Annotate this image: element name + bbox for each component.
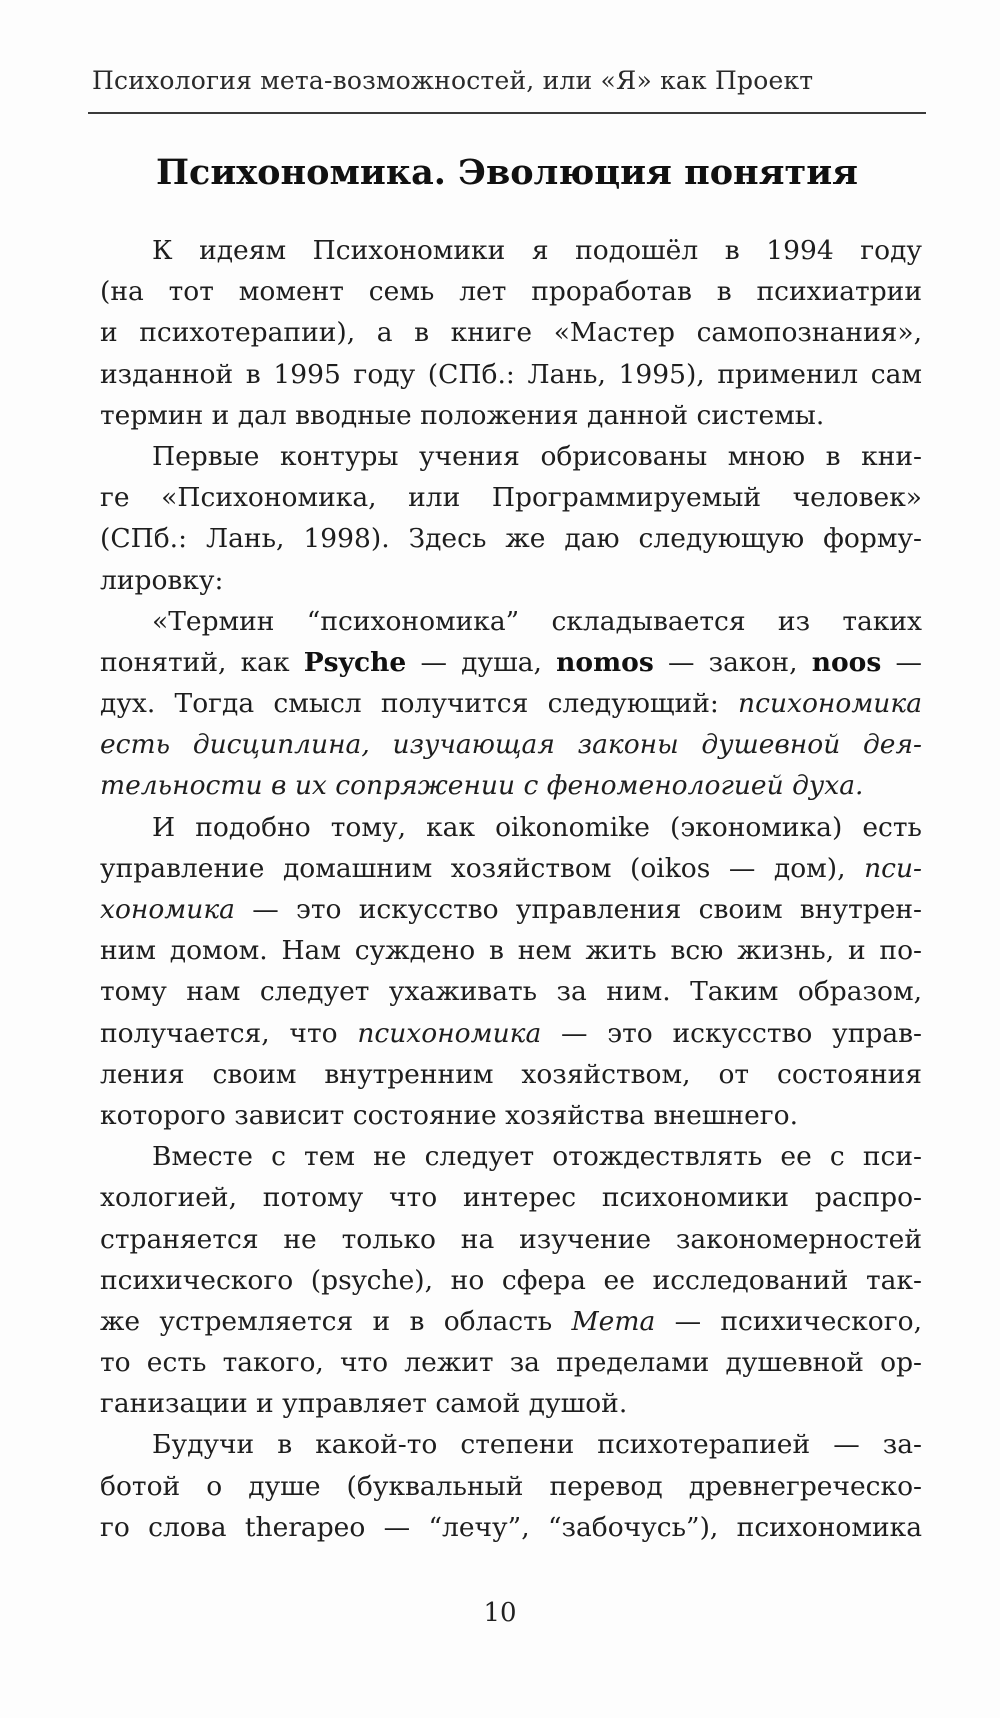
italic-run: психономика bbox=[357, 1017, 542, 1049]
text-line: психического (psyche), но сфера ее исследований так- bbox=[100, 1264, 922, 1296]
text-line: го слова therapeo — “лечу”, “забочусь”), психономика bbox=[100, 1511, 922, 1543]
text-run: получается, что bbox=[100, 1017, 358, 1049]
italic-run: есть дисциплина, изучающая законы душевной дея- bbox=[100, 729, 922, 761]
text-line: хологией, потому что интерес психономики распро- bbox=[100, 1182, 922, 1214]
text-line: (СПб.: Лань, 1998). Здесь же даю следующую форму- bbox=[100, 523, 922, 555]
text-line bbox=[100, 848, 922, 889]
text-line: страняется не только на изучение закономерностей bbox=[100, 1223, 922, 1255]
italic-run: хономика bbox=[100, 894, 235, 925]
text-line: Первые контуры учения обрисованы мною в кни- bbox=[152, 440, 922, 472]
text-line: ботой о душе (буквальный перевод древнегреческо- bbox=[100, 1470, 922, 1502]
page-number: 10 bbox=[483, 1598, 517, 1628]
text-line: тому нам следует ухаживать за ним. Таким образом, bbox=[100, 976, 922, 1008]
italic-run: тельности в их сопряжении с феноменологией духа. bbox=[100, 770, 864, 802]
text-line: ге «Психономика, или Программируемый человек» bbox=[100, 482, 922, 514]
text-run: — это искусство управ- bbox=[541, 1017, 922, 1049]
text-line: «Термин “психономика” складывается из таких bbox=[152, 605, 922, 637]
text-line: ганизации и управляет самой душой. bbox=[100, 1388, 628, 1420]
text-line: лировку: bbox=[100, 564, 224, 596]
text-line: ления своим внутренним хозяйством, от состояния bbox=[100, 1058, 922, 1090]
text-line: Будучи в какой-то степени психотерапией — за- bbox=[152, 1429, 922, 1461]
text-line: И подобно тому, как oikonomike (экономика) есть bbox=[152, 811, 922, 843]
text-line bbox=[100, 642, 922, 683]
text-line: термин и дал вводные положения данной системы. bbox=[100, 399, 825, 431]
text-line: ним домом. Нам суждено в нем жить всю жизнь, и по- bbox=[100, 935, 922, 967]
text-line: (на тот момент семь лет проработав в психиатрии bbox=[100, 276, 922, 308]
running-header: Психология мета-возможностей, или «Я» как Проект bbox=[92, 66, 814, 95]
text-run: управление домашним хозяйством (oikos — дом), bbox=[100, 852, 865, 884]
text-run: же устремляется и в область bbox=[100, 1305, 572, 1337]
text-line: К идеям Психономики я подошёл в 1994 году bbox=[152, 235, 922, 266]
text-run: — душа, bbox=[406, 646, 557, 678]
body-text bbox=[100, 230, 922, 1548]
italic-run: пси- bbox=[864, 852, 922, 884]
text-line bbox=[100, 889, 922, 930]
text-line: которого зависит состояние хозяйства внешнего. bbox=[100, 1099, 799, 1131]
text-run: дух. Тогда смысл получится следующий: bbox=[100, 688, 739, 720]
italic-run: Мета bbox=[571, 1305, 656, 1337]
term-psyche: Psyche bbox=[303, 646, 407, 678]
text-run: понятий, как bbox=[100, 646, 304, 678]
chapter-title: Психономика. Эволюция понятия bbox=[155, 152, 859, 193]
italic-run: психономика bbox=[738, 688, 922, 720]
text-line: и психотерапии), а в книге «Мастер самопознания», bbox=[100, 317, 922, 349]
text-line bbox=[100, 724, 922, 765]
text-line: Вместе с тем не следует отождествлять ее с пси- bbox=[152, 1141, 922, 1173]
text-line bbox=[100, 1013, 922, 1054]
text-line bbox=[100, 765, 922, 806]
text-run: — закон, bbox=[653, 646, 812, 678]
text-line bbox=[100, 1301, 922, 1342]
text-line: то есть такого, что лежит за пределами душевной ор- bbox=[100, 1347, 922, 1379]
header-divider bbox=[88, 112, 926, 114]
text-line bbox=[100, 683, 922, 724]
term-nomos: nomos bbox=[556, 646, 654, 678]
text-run: — bbox=[881, 646, 922, 678]
text-run: — психического, bbox=[655, 1305, 922, 1337]
text-line: изданной в 1995 году (СПб.: Лань, 1995), применил сам bbox=[100, 358, 922, 390]
text-run: — это искусство управления своим внутрен- bbox=[234, 894, 922, 925]
term-noos: noos bbox=[811, 646, 882, 678]
